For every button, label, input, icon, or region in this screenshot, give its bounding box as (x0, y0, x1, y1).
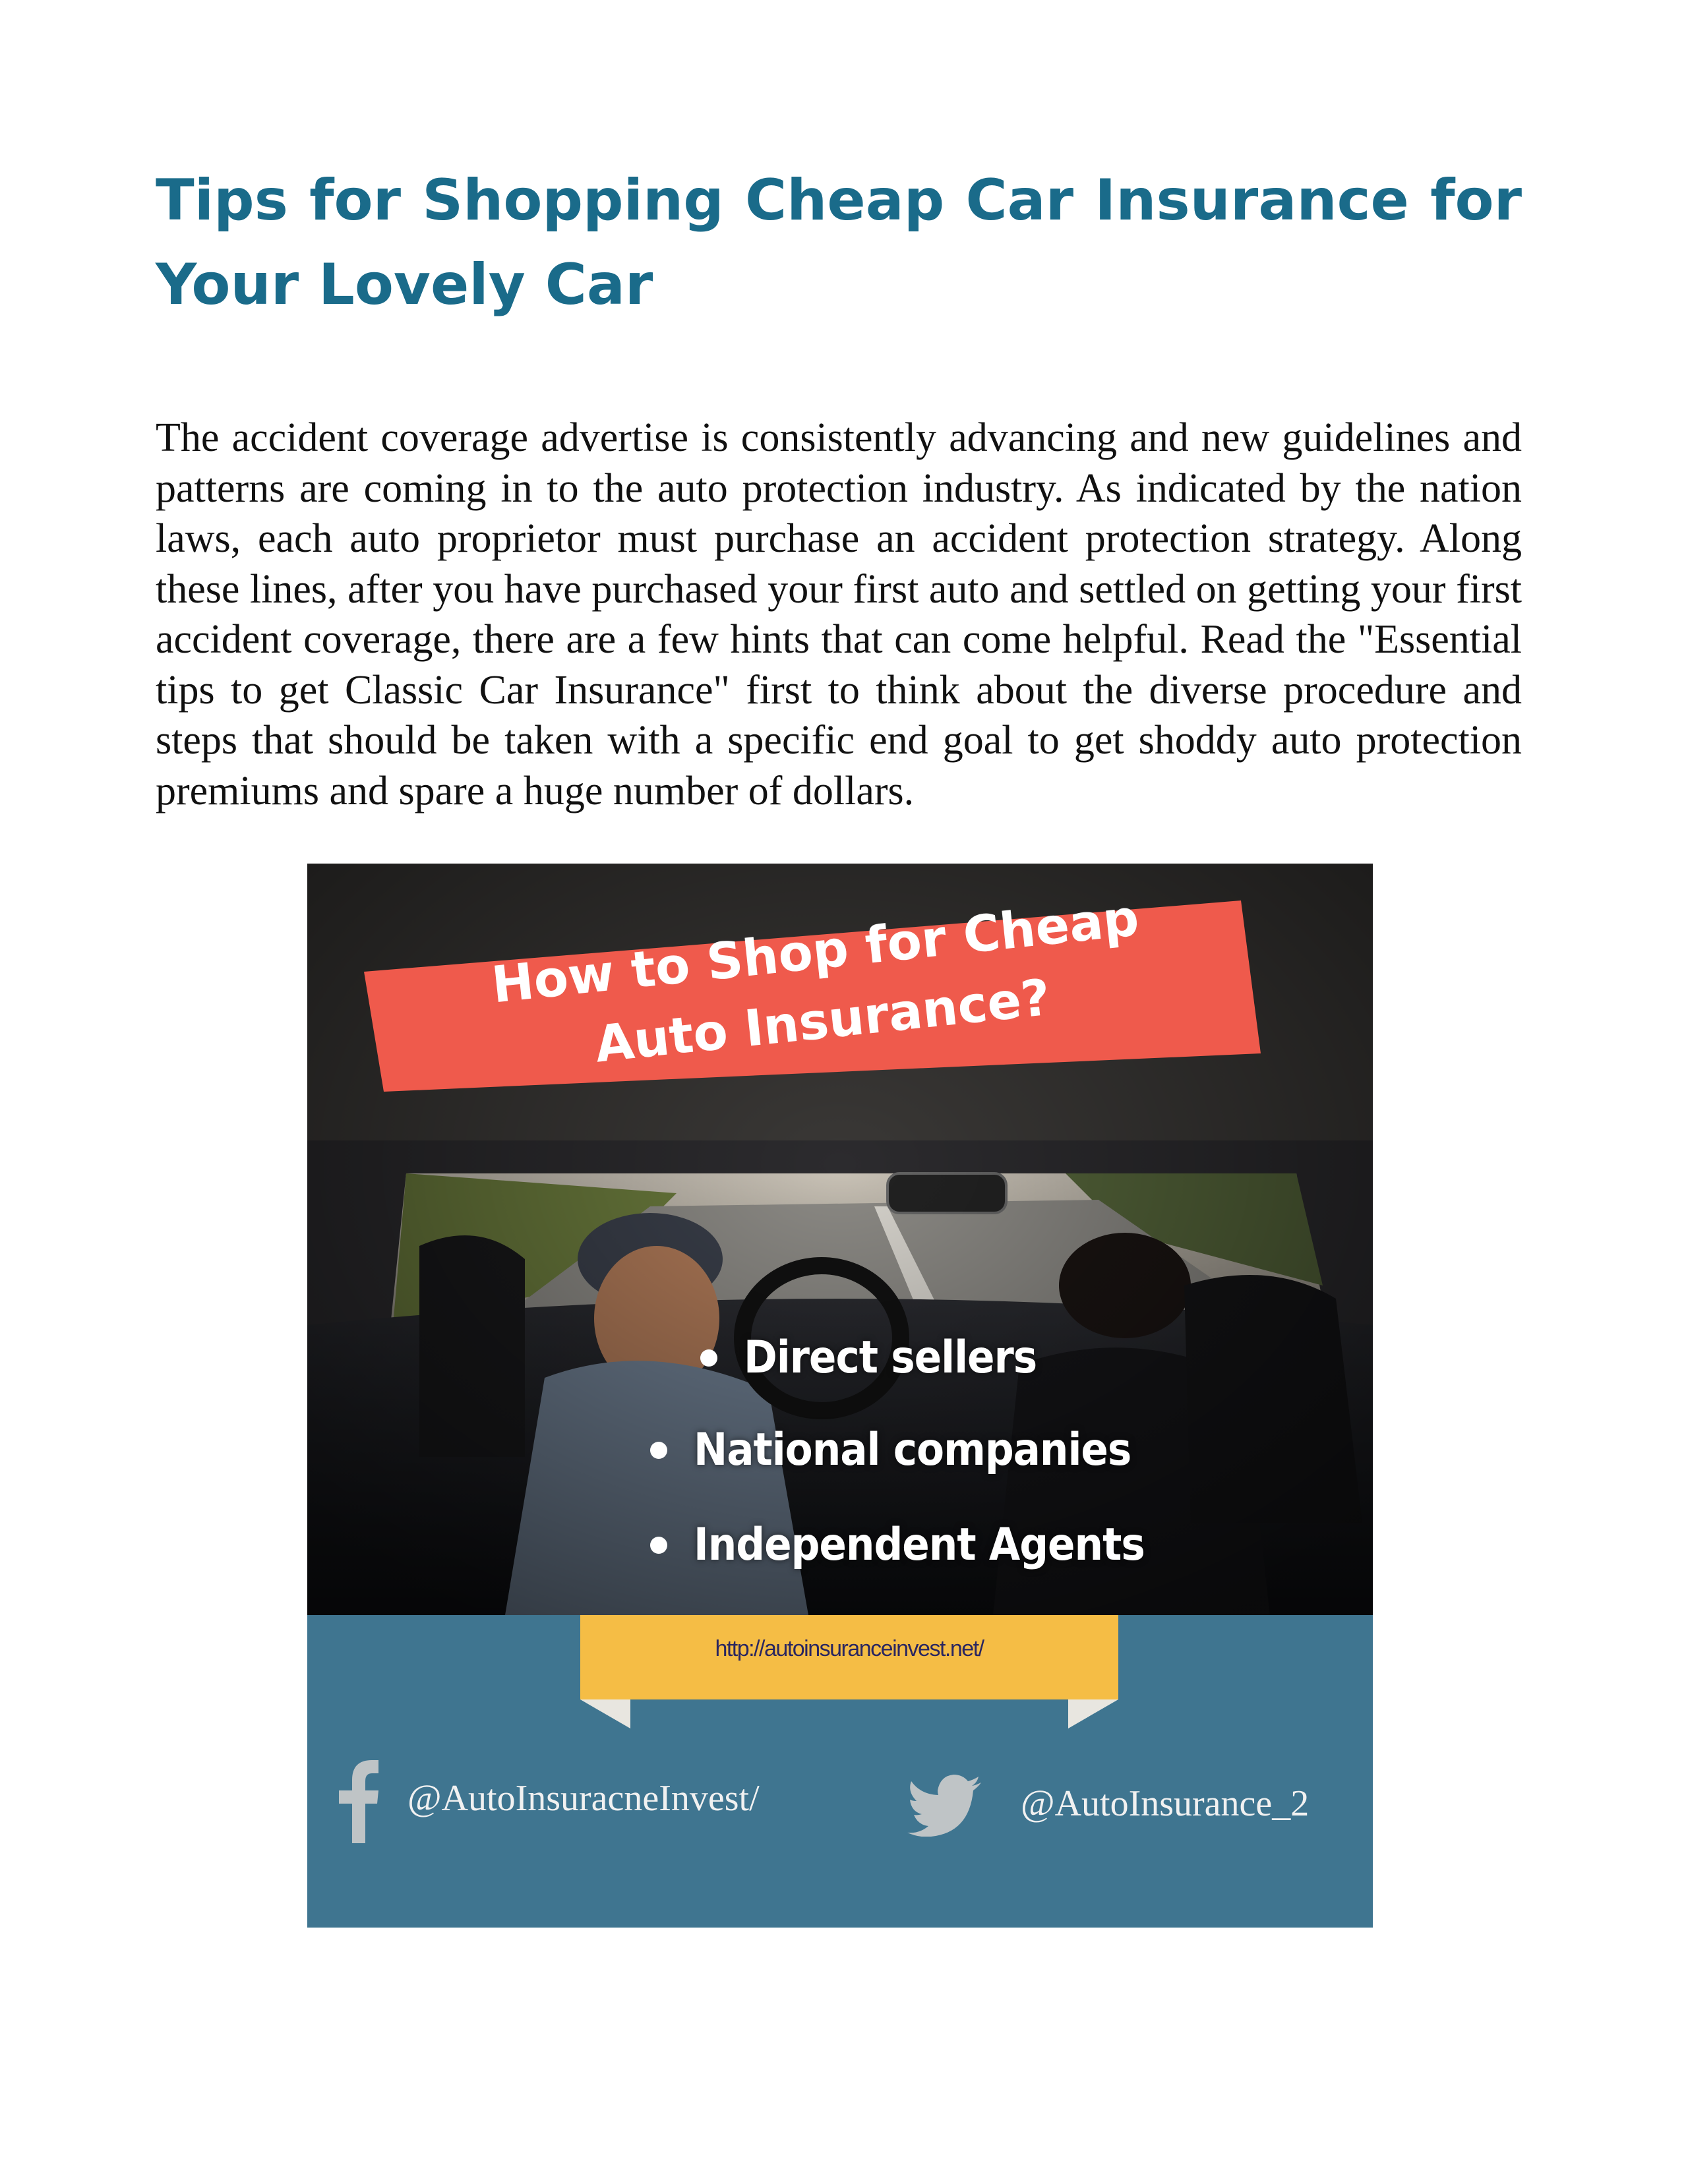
bullet-dot (700, 1349, 717, 1367)
twitter-icon[interactable] (907, 1775, 981, 1837)
bullet-dot (650, 1537, 667, 1554)
bullet-dot (650, 1442, 667, 1459)
bullet-text: Independent Agents (694, 1519, 1145, 1571)
banner-title: How to Shop for Cheap Auto Insurance? (489, 888, 1142, 1074)
website-url[interactable]: http://autoinsuranceinvest.net/ (715, 1636, 984, 1661)
ribbon-shape (580, 1615, 1118, 1740)
page-title: Tips for Shopping Cheap Car Insurance for Your Lovely Car (156, 167, 1522, 318)
bullet-item (650, 1519, 1145, 1571)
social-footer (307, 1615, 1373, 1928)
facebook-handle[interactable]: @AutoInsuracneInvest/ (407, 1778, 760, 1819)
car-interior-photo (307, 864, 1373, 1615)
twitter-handle[interactable]: @AutoInsurance_2 (1021, 1783, 1310, 1824)
infographic-image (307, 864, 1373, 1928)
bullet-list (307, 864, 1373, 1615)
body-paragraph: The accident coverage advertise is consistently advancing and new guidelines and patterns are coming in to the auto protection industry. As indicated by the nation laws, each auto proprietor must purchase an accident protection strategy. Along these lines, after you have purchased your first auto and settled on getting your first accident coverage, there are a few hints that can come helpful. Read the "Essential tips to get Classic Car Insurance" first to think about the diverse procedure and steps that should be taken with a specific end goal to get shoddy auto protection premiums and spare a huge number of dollars. (156, 415, 1522, 813)
bullet-item (650, 1424, 1131, 1476)
bullet-text: Direct sellers (744, 1332, 1037, 1384)
bullet-text: National companies (694, 1424, 1131, 1476)
bullet-item (700, 1332, 1037, 1384)
facebook-icon[interactable] (339, 1760, 378, 1843)
url-ribbon (580, 1615, 1118, 1740)
